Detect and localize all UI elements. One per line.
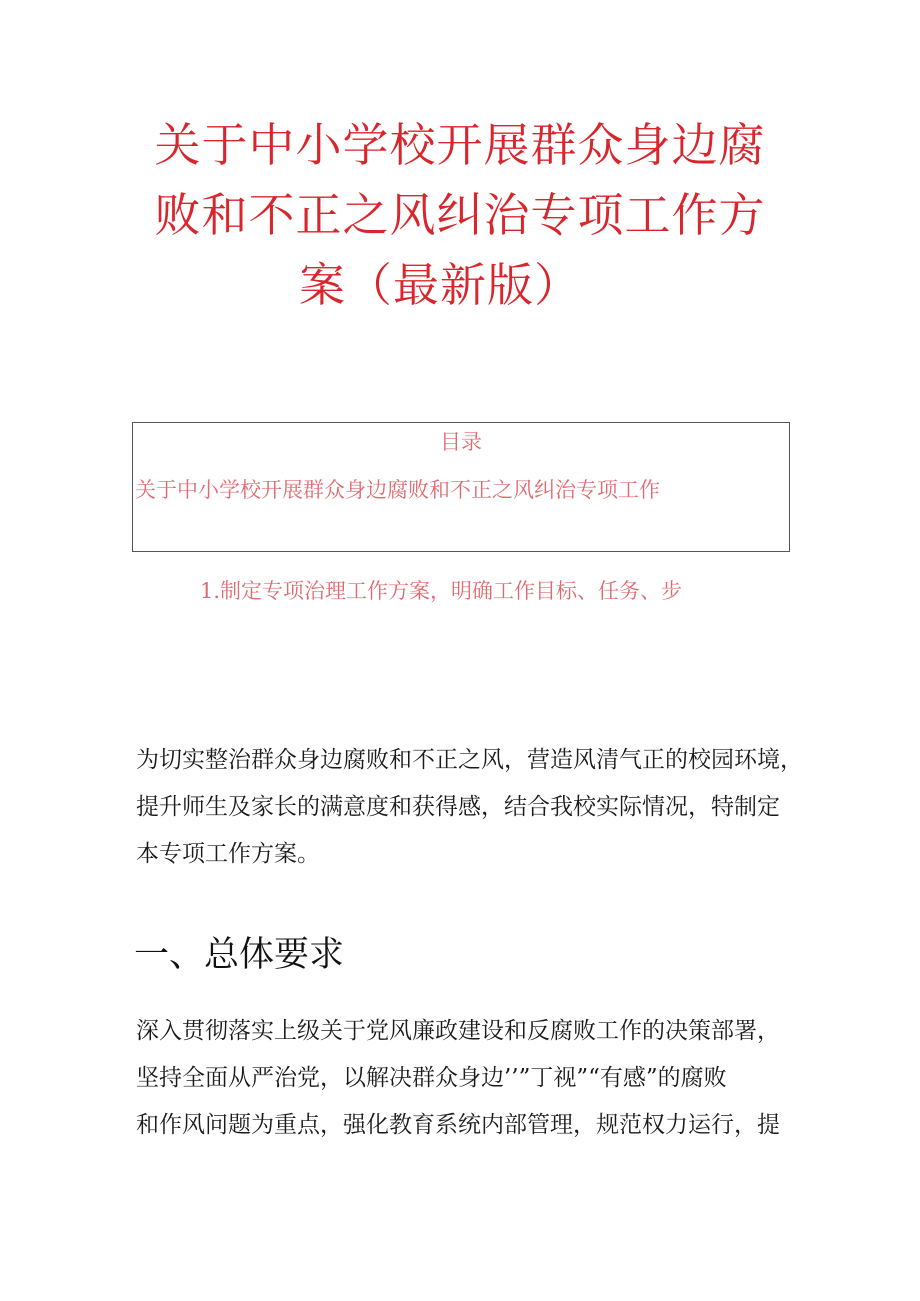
table-of-contents xyxy=(132,422,790,552)
document-title-line-1: 关于中小学校开展群众身边腐 xyxy=(154,118,766,172)
section-1-line-2: 坚持全面从严治党，以解决群众身边’’”丁视”“有感”的腐败 xyxy=(136,1065,727,1091)
intro-line-3: 本专项工作方案。 xyxy=(136,841,320,867)
section-heading-overall-requirements: 一、总体要求 xyxy=(134,935,345,975)
intro-line-2: 提升师生及家长的满意度和获得感，结合我校实际情况，特制定 xyxy=(136,794,780,820)
section-1-paragraph xyxy=(136,1008,796,1149)
section-1-line-3: 和作风问题为重点，强化教育系统内部管理，规范权力运行，提 xyxy=(136,1112,780,1138)
document-title-line-3: 案（最新版） xyxy=(299,258,581,312)
toc-entry-link[interactable]: 关于中小学校开展群众身边腐败和不正之风纠治专项工作 xyxy=(135,478,660,502)
intro-line-1: 为切实整治群众身边腐败和不正之风，营造风清气正的校园环境， xyxy=(136,747,803,773)
toc-sub-entry-link[interactable]: 1.制定专项治理工作方案，明确工作目标、任务、步 xyxy=(200,579,683,603)
toc-heading: 目录 xyxy=(440,430,482,454)
document-title xyxy=(0,110,920,320)
section-1-line-1: 深入贯彻落实上级关于党风廉政建设和反腐败工作的决策部署， xyxy=(136,1018,780,1044)
document-title-line-2: 败和不正之风纠治专项工作方 xyxy=(154,188,766,242)
intro-paragraph xyxy=(136,737,803,878)
